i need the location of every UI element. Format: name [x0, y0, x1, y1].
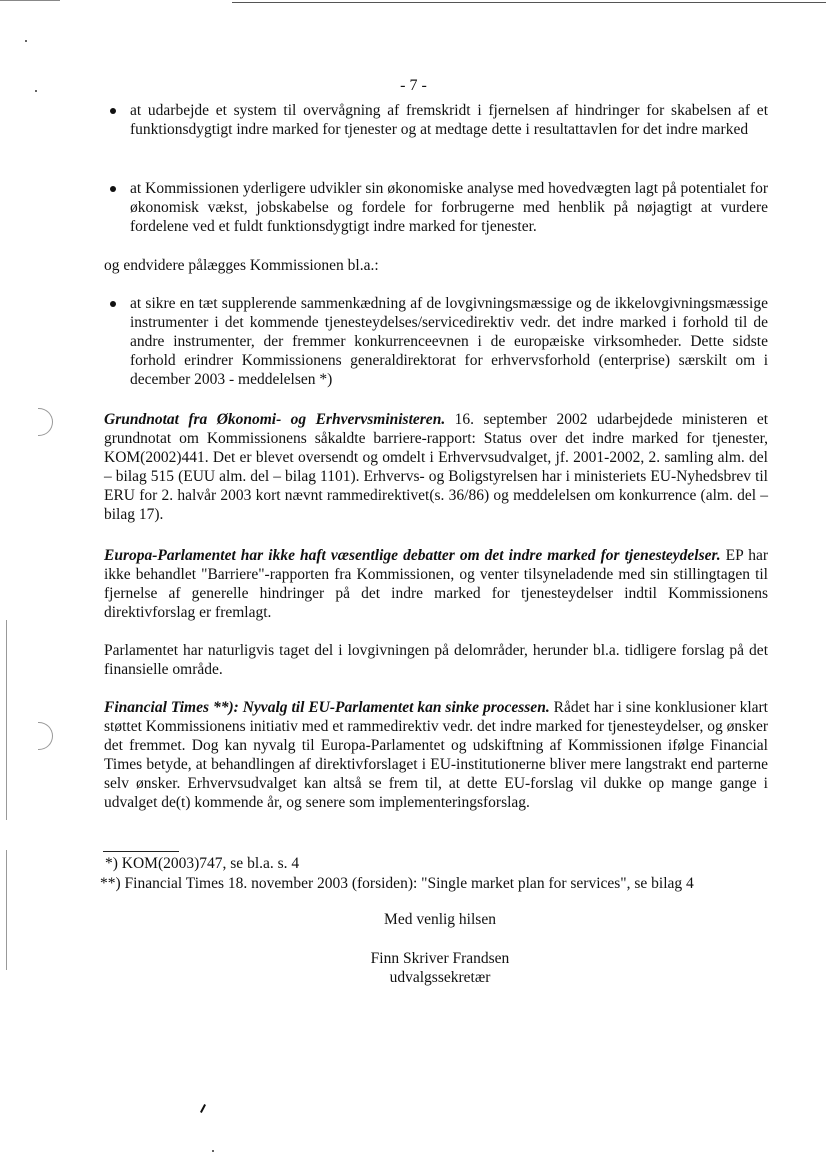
bullet-marker — [110, 108, 116, 114]
bullet-marker — [110, 186, 116, 192]
section-heading-punct: . — [441, 411, 446, 428]
bullet-marker — [110, 301, 116, 307]
scan-left-edge-line-lower — [6, 850, 7, 970]
footnote-separator — [103, 851, 179, 852]
footnote: **) Financial Times 18. november 2003 (forsiden): "Single market plan for services", se bilag 4 — [100, 875, 694, 892]
section-europa-parlamentet — [104, 546, 768, 622]
section-grundnotat — [104, 410, 768, 524]
section-heading: Europa-Parlamentet har ikke haft væsentlige debatter om det indre marked for tjenesteydelser — [104, 547, 717, 564]
section-heading: Grundnotat fra Økonomi- og Erhvervsministeren — [104, 411, 442, 428]
scan-top-rule — [232, 2, 826, 3]
punch-hole-mark — [38, 722, 53, 750]
section-body: Rådet har i sine konklusioner klart støttet Kommissionens initiativ med et rammedirektiv vedr. det indre marked for tjenesteydelser, og ønsker det fremmet. Dog kan nyvalg til Europa-Parlamentet og udskiftning af Kommissionen ifølge Financial Times betyde, at behandlingen af direktivforslaget i EU-institutionerne bliver mere langstrakt end parterne selv ønsker. Erhvervsudvalget kan altså se frem til, at dette EU-forslag vil dukke op mange gange i udvalget de(t) kommende år, og senere som implementeringsforslag. — [104, 699, 768, 811]
section-body: 16. september 2002 udarbejdede ministeren et grundnotat om Kommissionens såkaldte barriere-rapport: Status over det indre marked for tjenester, KOM(2002)441. Det er blevet oversendt og omdelt i Erhvervsudvalget, jf. 2001-2002, 2. samling alm. del – bilag 515 (EUU alm. del – bilag 1101). Erhvervs- og Boligstyrelsen har i ministeriets EU-Nyhedsbrev til ERU for 2. halvår 2003 kort nævnt rammedirektivet(s. 36/86) og meddelelsen om konkurrence (alm. del – bilag 17). — [104, 411, 768, 523]
section-heading: Financial Times **): Nyvalg til EU-Parlamentet kan sinke processen — [104, 699, 546, 716]
punch-hole-mark — [38, 408, 53, 436]
footnote: *) KOM(2003)747, se bl.a. s. 4 — [105, 855, 300, 872]
scan-speck — [25, 40, 27, 42]
bullet-item: at sikre en tæt supplerende sammenkædning af de lovgivningsmæssige og de ikkelovgivningsmæssige instrumenter i det kommende tjenesteydelses/servicedirektiv vedr. det indre marked i forhold til de andre instrumenter, der fremmer konkurrenceevnen i de europæiske virksomheder. Dette sidste forhold erindrer Kommissionens generaldirektorat for erhvervsforhold (enterprise) særskilt om i december 2003 - meddelelsen *) — [130, 295, 768, 388]
closing-greeting: Med venlig hilsen — [384, 911, 496, 928]
section-body: EP har ikke behandlet "Barriere"-rapporten fra Kommissionen, og venter tilsyneladende med sin stillingtagen til fjernelse af generelle hindringer på det indre marked for tjenesteydelser indtil Kommissionens direktivforslag er fremlagt. — [104, 547, 768, 621]
page-number: - 7 - — [400, 77, 427, 94]
bullet-item: at udarbejde et system til overvågning af fremskridt i fjernelsen af hindringer for skabelsen af et funktionsdygtigt indre marked for tjenester og at medtage dette i resultattavlen for det indre marked — [130, 102, 768, 138]
signatory-name: Finn Skriver Frandsen — [370, 950, 510, 967]
section-heading-punct: . — [716, 547, 721, 564]
scan-top-rule-left — [0, 0, 60, 1]
intro-line: og endvidere pålægges Kommissionen bl.a.: — [104, 257, 379, 274]
section-financial-times — [104, 698, 768, 812]
bullet-item: at Kommissionen yderligere udvikler sin økonomiske analyse med hovedvægten lagt på potentialet for økonomisk vækst, jobskabelse og fordele for forbrugerne med henblik på nøjagtigt at vurdere fordelene ved et fuldt funktionsdygtigt indre marked for tjenester. — [130, 180, 768, 235]
paragraph-parlamentet: Parlamentet har naturligvis taget del i lovgivningen på delområder, herunder bl.a. tidligere forslag på det finansielle område. — [104, 642, 768, 678]
scan-speck — [212, 1150, 214, 1152]
scan-left-edge-line — [6, 620, 7, 820]
signatory-title: udvalgssekretær — [389, 969, 491, 986]
section-heading-punct: . — [545, 699, 550, 716]
stray-pen-mark — [200, 1104, 206, 1113]
